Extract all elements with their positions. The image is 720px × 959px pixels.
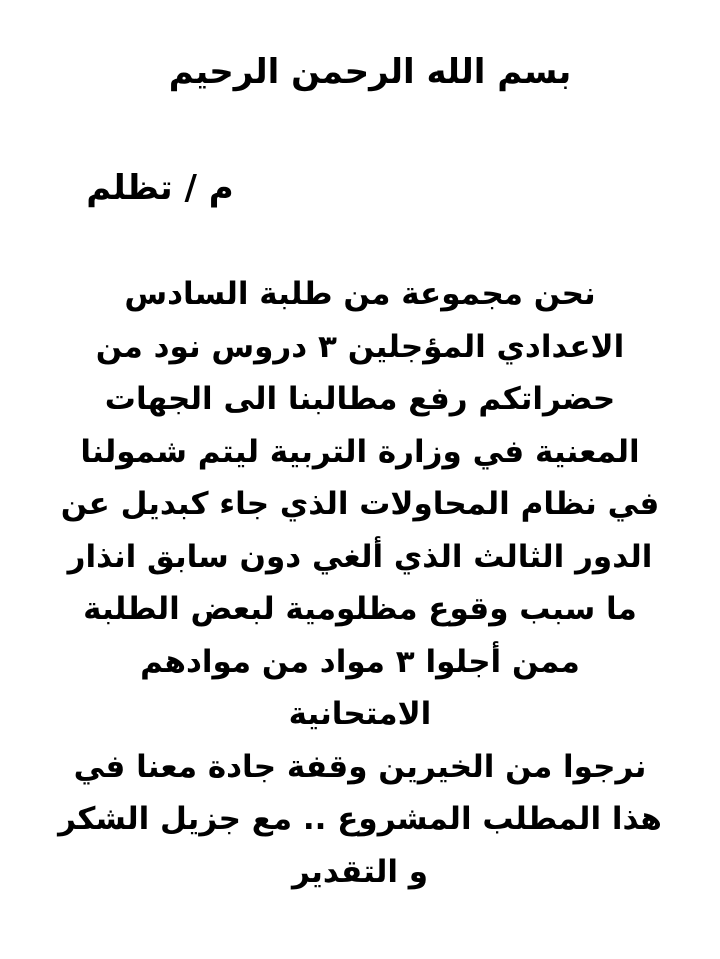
subject-line: م / تظلم	[86, 168, 234, 208]
body-line: و التقدير	[291, 853, 429, 890]
body-line: الامتحانية	[288, 696, 432, 732]
body-line: الاعدادي المؤجلين ٣ دروس نود من	[95, 328, 625, 365]
body-line: حضراتكم رفع مطالبنا الى الجهات	[104, 381, 616, 417]
body-line: الدور الثالث الذي ألغي دون سابق انذار	[67, 538, 653, 575]
body-line: هذا المطلب المشروع .. مع جزيل الشكر	[58, 801, 662, 837]
body-line: ما سبب وقوع مظلومية لبعض الطلبة	[83, 591, 637, 627]
body-line: نرجوا من الخيرين وقفة جادة معنا في	[73, 748, 647, 785]
body-line: في نظام المحاولات الذي جاء كبديل عن	[60, 486, 660, 522]
body-line: ممن أجلوا ٣ مواد من موادهم	[140, 643, 580, 680]
letter-body	[28, 268, 692, 898]
body-line: نحن مجموعة من طلبة السادس	[124, 276, 596, 312]
basmala-heading: بسم الله الرحمن الرحيم	[168, 52, 572, 92]
body-line: المعنية في وزارة التربية ليتم شمولنا	[80, 433, 640, 470]
